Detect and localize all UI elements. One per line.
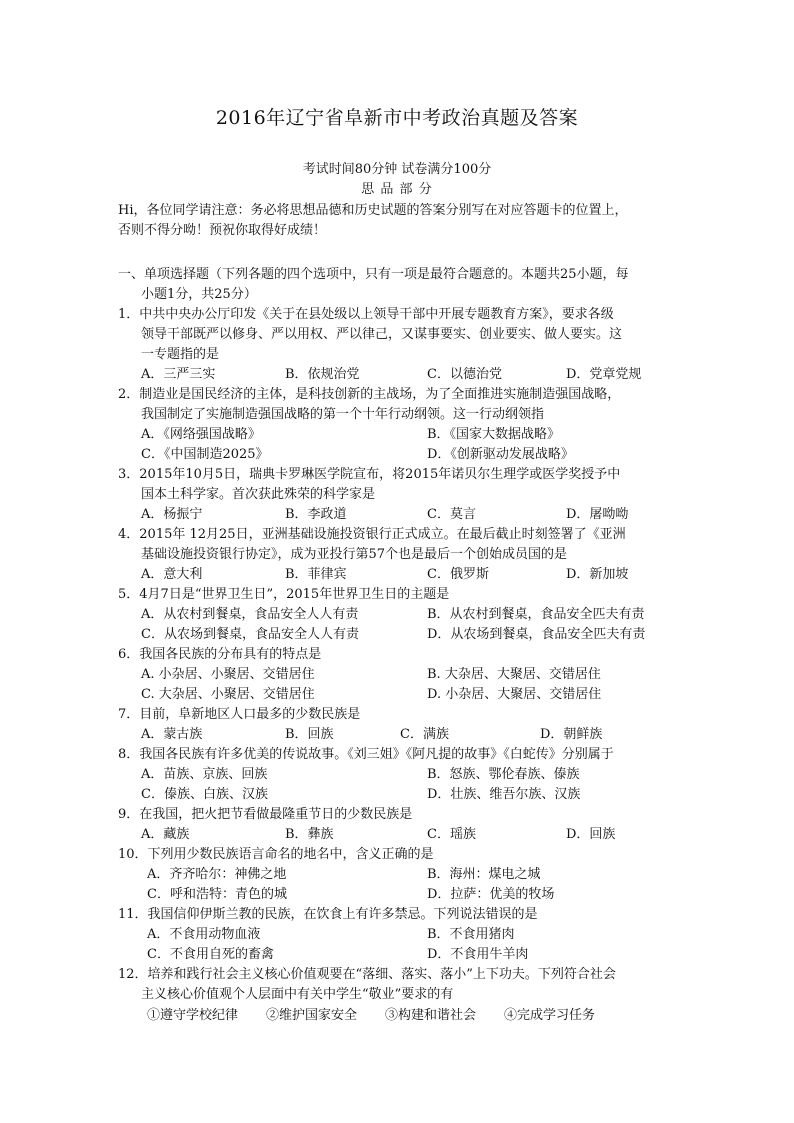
option-d: D．拉萨：优美的牧场	[427, 887, 555, 902]
question-stem: 12．培养和践行社会主义核心价值观要在“落细、落实、落小”上下功夫。下列符合社会	[118, 967, 616, 982]
option-d: D．回族	[566, 827, 616, 842]
option-a: A．从农村到餐桌，食品安全人人有责	[141, 607, 359, 622]
option-b: B．《国家大数据战略》	[427, 427, 561, 442]
choice-4: ④完成学习任务	[504, 1008, 596, 1023]
option-c: C．呼和浩特：青色的城	[147, 887, 287, 902]
option-b: B．怒族、鄂伦春族、傣族	[427, 767, 580, 782]
option-d: D．朝鲜族	[540, 727, 603, 742]
question-stem: 5．4月7日是“世界卫生日”，2015年世界卫生日的主题是	[118, 587, 450, 602]
part-heading: 一、单项选择题（下列各题的四个选项中，只有一项是最符合题意的。本题共25小题，每	[118, 267, 629, 282]
choice-2: ②维护国家安全	[266, 1008, 358, 1023]
question-stem: 一专题指的是	[141, 347, 220, 362]
document-title: 2016年辽宁省阜新市中考政治真题及答案	[215, 107, 579, 129]
question-stem: 4．2015年 12月25日，亚洲基础设施投资银行正式成立。在最后截止时刻签署了《亚洲	[118, 527, 626, 542]
exam-info: 考试时间80分钟 试卷满分100分	[302, 162, 492, 177]
question-stem: 3．2015年10月5日，瑞典卡罗琳医学院宣布，将2015年诺贝尔生理学或医学奖授予中	[118, 467, 621, 482]
option-b: B．海州：煤电之城	[427, 867, 541, 882]
option-c: C．莫言	[427, 507, 476, 522]
option-c: C. 大杂居、小聚居、交错居住	[141, 687, 315, 702]
option-a: A．藏族	[141, 827, 190, 842]
section-heading: 思 品 部 分	[361, 182, 433, 197]
option-d: D．党章党规	[566, 367, 642, 382]
option-c: C．傣族、白族、汉族	[141, 787, 268, 802]
question-stem: 6．我国各民族的分布具有的特点是	[118, 647, 322, 662]
option-b: B．不食用猪肉	[427, 927, 515, 942]
option-c: C．俄罗斯	[427, 567, 489, 582]
option-d: D. 小杂居、大聚居、交错居住	[427, 687, 602, 702]
option-d: D．不食用牛羊肉	[427, 947, 529, 962]
question-stem: 我国制定了实施制造强国战略的第一个十年行动纲领。这一行动纲领指	[141, 407, 545, 422]
part-heading: 小题1分，共25分）	[141, 287, 257, 302]
question-stem: 领导干部既严以修身、严以用权、严以律己，又谋事要实、创业要实、做人要实。这	[141, 327, 623, 342]
question-stem: 7．目前，阜新地区人口最多的少数民族是	[118, 707, 361, 722]
option-b: B．从农村到餐桌，食品安全匹夫有责	[427, 607, 645, 622]
option-c: C．以德治党	[427, 367, 502, 382]
option-a: A．《网络强国战略》	[141, 427, 261, 442]
option-d: D．新加坡	[566, 567, 629, 582]
option-a: A．杨振宁	[141, 507, 203, 522]
question-stem: 8．我国各民族有许多优美的传说故事。《刘三姐》《阿凡提的故事》《白蛇传》分别属于	[118, 747, 614, 762]
question-stem: 9．在我国，把火把节看做最隆重节日的少数民族是	[118, 807, 413, 822]
option-b: B．菲律宾	[285, 567, 347, 582]
option-d: D．壮族、维吾尔族、汉族	[427, 787, 581, 802]
option-a: A．蒙古族	[141, 727, 203, 742]
option-b: B．回族	[285, 727, 334, 742]
option-a: A．不食用动物血液	[147, 927, 261, 942]
option-d: D．从农场到餐桌，食品安全匹夫有责	[427, 627, 646, 642]
question-stem: 11．我国信仰伊斯兰教的民族，在饮食上有许多禁忌。下列说法错误的是	[118, 907, 538, 922]
option-c: C．从农场到餐桌，食品安全人人有责	[141, 627, 359, 642]
question-stem: 1．中共中央办公厅印发《关于在县处级以上领导干部中开展专题教育方案》，要求各级	[118, 307, 614, 322]
option-c: C．瑶族	[427, 827, 476, 842]
question-stem: 2．制造业是国民经济的主体，是科技创新的主战场，为了全面推进实施制造强国战略，	[118, 387, 621, 402]
option-b: B．依规治党	[285, 367, 360, 382]
question-stem: 国本土科学家。首次获此殊荣的科学家是	[141, 487, 376, 502]
option-b: B．彝族	[285, 827, 334, 842]
option-c: C．《中国制造2025》	[141, 447, 269, 462]
notice-line: 否则不得分呦！预祝你取得好成绩！	[118, 223, 327, 238]
option-d: D．屠呦呦	[566, 507, 629, 522]
option-d: D．《创新驱动发展战略》	[427, 447, 574, 462]
option-b: B．李政道	[285, 507, 347, 522]
option-a: A．齐齐哈尔：神佛之地	[147, 867, 287, 882]
option-a: A．意大利	[141, 567, 203, 582]
option-c: C．不食用自死的畜禽	[147, 947, 274, 962]
question-stem: 主义核心价值观个人层面中有关中学生“敬业”要求的有	[141, 987, 454, 1002]
option-c: C．满族	[400, 727, 449, 742]
option-b: B. 大杂居、大聚居、交错居住	[427, 667, 601, 682]
choice-1: ①遵守学校纪律	[147, 1008, 239, 1023]
choice-3: ③构建和谐社会	[385, 1008, 477, 1023]
notice-line: Hi，各位同学请注意：务必将思想品德和历史试题的答案分别写在对应答题卡的位置上，	[118, 203, 628, 218]
question-stem: 基础设施投资银行协定》，成为亚投行第57个也是最后一个创始成员国的是	[141, 547, 568, 562]
option-a: A．三严三实	[141, 367, 216, 382]
option-a: A．苗族、京族、回族	[141, 767, 268, 782]
option-a: A. 小杂居、小聚居、交错居住	[141, 667, 315, 682]
question-stem: 10．下列用少数民族语言命名的地名中，含义正确的是	[118, 847, 434, 862]
